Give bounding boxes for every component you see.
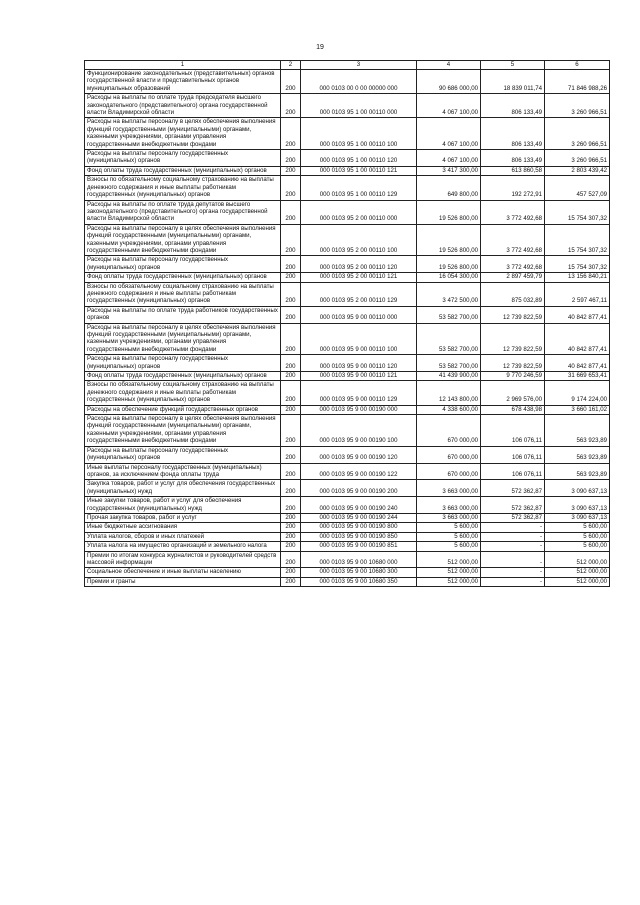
table-row (85, 176, 610, 200)
row-label: Премии по итогам конкурса журналистов и руководителей средств массовой информации (87, 551, 277, 566)
cell-approved: 512 000,00 (417, 577, 481, 586)
cell-line-code: 200 (281, 118, 301, 150)
row-label: Расходы на выплаты персоналу в целях обеспечения выполнения функций государственными (муниципальными) органами, казенными учреждениями, органами управления государственными внебюджетными фондами (87, 323, 276, 353)
cell-line-code: 200 (281, 532, 301, 541)
cell-approved: 3 663 000,00 (417, 513, 481, 522)
cell-name (85, 446, 281, 463)
table-row (85, 497, 610, 514)
cell-executed: - (481, 542, 545, 551)
table-row (85, 480, 610, 497)
cell-line-code: 200 (281, 282, 301, 306)
table-row (85, 224, 610, 256)
row-label: Фонд оплаты труда государственных (муниципальных) органов (87, 372, 267, 380)
table-header-row (85, 61, 610, 70)
cell-budget-code: 000 0103 95 2 00 00110 121 (301, 273, 417, 282)
cell-name (85, 306, 281, 323)
cell-remaining: 563 923,89 (545, 415, 610, 447)
cell-budget-code: 000 0103 95 2 00 00110 000 (301, 200, 417, 224)
cell-approved: 5 600,00 (417, 532, 481, 541)
cell-name (85, 282, 281, 306)
table-row (85, 150, 610, 167)
cell-remaining: 5 600,00 (545, 532, 610, 541)
cell-name (85, 523, 281, 532)
row-label: Премии и гранты (87, 577, 136, 585)
cell-approved: 3 663 000,00 (417, 497, 481, 514)
column-header-4: 4 (417, 61, 481, 70)
cell-budget-code: 000 0103 95 9 00 00190 122 (301, 463, 417, 480)
cell-budget-code: 000 0103 95 9 00 00190 800 (301, 523, 417, 532)
cell-budget-code: 000 0103 95 2 00 00110 129 (301, 282, 417, 306)
cell-executed: 12 739 822,59 (481, 355, 545, 372)
cell-remaining: 15 754 307,32 (545, 224, 610, 256)
cell-budget-code: 000 0103 95 1 00 00110 121 (301, 166, 417, 175)
cell-executed: 18 839 011,74 (481, 70, 545, 94)
cell-approved: 670 000,00 (417, 446, 481, 463)
cell-name (85, 551, 281, 568)
cell-executed: 3 772 492,68 (481, 224, 545, 256)
cell-executed: 678 438,98 (481, 405, 545, 414)
cell-remaining: 31 669 653,41 (545, 372, 610, 381)
row-label: Расходы на выплаты по оплате труда работников государственных органов (87, 306, 278, 322)
cell-line-code: 200 (281, 176, 301, 200)
cell-line-code: 200 (281, 463, 301, 480)
cell-budget-code: 000 0103 95 9 00 00190 100 (301, 415, 417, 447)
table-row (85, 94, 610, 118)
table-row (85, 551, 610, 568)
cell-budget-code: 000 0103 95 9 00 10680 300 (301, 568, 417, 577)
column-header-5: 5 (481, 61, 545, 70)
row-label: Прочая закупка товаров, работ и услуг (87, 513, 197, 521)
cell-executed: 613 860,58 (481, 166, 545, 175)
table-row (85, 118, 610, 150)
cell-budget-code: 000 0103 00 0 00 00000 000 (301, 70, 417, 94)
cell-executed: 572 362,87 (481, 513, 545, 522)
cell-remaining: 563 923,89 (545, 463, 610, 480)
row-label: Иные бюджетные ассигнования (87, 523, 178, 531)
cell-line-code: 200 (281, 200, 301, 224)
cell-approved: 3 663 000,00 (417, 480, 481, 497)
row-label: Расходы на выплаты персоналу государственных (муниципальных) органов (87, 150, 229, 165)
cell-line-code: 200 (281, 480, 301, 497)
table-body (85, 70, 610, 587)
row-label: Расходы на выплаты персоналу государственных (муниципальных) органов (87, 355, 229, 370)
cell-remaining: 2 803 439,42 (545, 166, 610, 175)
table-row (85, 405, 610, 414)
cell-executed: 806 133,49 (481, 94, 545, 118)
cell-remaining: 15 754 307,32 (545, 200, 610, 224)
cell-line-code: 200 (281, 405, 301, 414)
cell-name (85, 532, 281, 541)
cell-budget-code: 000 0103 95 9 00 00190 200 (301, 480, 417, 497)
row-label: Взносы по обязательному социальному страхованию на выплаты денежного содержания и иные выплаты работникам государственных (муниципальных) органов (87, 381, 274, 404)
cell-line-code: 200 (281, 306, 301, 323)
cell-name (85, 256, 281, 273)
cell-name (85, 415, 281, 447)
cell-executed: 9 770 246,59 (481, 372, 545, 381)
cell-name (85, 463, 281, 480)
cell-approved: 90 686 000,00 (417, 70, 481, 94)
cell-executed: - (481, 577, 545, 586)
cell-executed: 3 772 492,68 (481, 256, 545, 273)
cell-budget-code: 000 0103 95 9 00 00190 120 (301, 446, 417, 463)
cell-executed: 572 362,87 (481, 497, 545, 514)
cell-executed: 12 739 822,59 (481, 323, 545, 355)
cell-name (85, 150, 281, 167)
cell-approved: 5 600,00 (417, 542, 481, 551)
cell-approved: 3 472 500,00 (417, 282, 481, 306)
cell-approved: 53 582 700,00 (417, 323, 481, 355)
table-row (85, 381, 610, 405)
cell-approved: 41 439 900,00 (417, 372, 481, 381)
cell-remaining: 40 842 877,41 (545, 323, 610, 355)
table-row (85, 568, 610, 577)
cell-remaining: 5 600,00 (545, 542, 610, 551)
cell-remaining: 457 527,09 (545, 176, 610, 200)
cell-line-code: 200 (281, 513, 301, 522)
cell-executed: 2 969 576,00 (481, 381, 545, 405)
cell-budget-code: 000 0103 95 9 00 00190 244 (301, 513, 417, 522)
cell-executed: 106 076,11 (481, 463, 545, 480)
cell-name (85, 273, 281, 282)
cell-budget-code: 000 0103 95 9 00 10680 000 (301, 551, 417, 568)
table-row (85, 70, 610, 94)
cell-approved: 19 526 800,00 (417, 200, 481, 224)
cell-budget-code: 000 0103 95 9 00 00190 851 (301, 542, 417, 551)
cell-name (85, 118, 281, 150)
cell-approved: 4 067 100,00 (417, 118, 481, 150)
row-label: Расходы на выплаты по оплате труда депутатов высшего законодательного (представительного) органа государственной власти Владимирской области (87, 200, 268, 223)
cell-approved: 19 526 800,00 (417, 256, 481, 273)
column-header-1: 1 (85, 61, 281, 70)
table-row (85, 523, 610, 532)
cell-budget-code: 000 0103 95 2 00 00110 100 (301, 224, 417, 256)
row-label: Фонд оплаты труда государственных (муниципальных) органов (87, 166, 267, 174)
table-row (85, 446, 610, 463)
table-row (85, 200, 610, 224)
row-label: Закупка товаров, работ и услуг для обеспечения государственных (муниципальных) нужд (87, 480, 276, 495)
row-label: Расходы на обеспечение функций государственных органов (87, 405, 258, 413)
cell-remaining: 512 000,00 (545, 577, 610, 586)
cell-executed: 192 272,91 (481, 176, 545, 200)
cell-executed: 2 897 459,79 (481, 273, 545, 282)
row-label: Иные выплаты персоналу государственных (муниципальных) органов, за исключением фонда оплаты труда (87, 463, 262, 478)
cell-name (85, 480, 281, 497)
cell-remaining: 71 846 988,26 (545, 70, 610, 94)
cell-budget-code: 000 0103 95 1 00 00110 000 (301, 94, 417, 118)
table-row (85, 542, 610, 551)
cell-budget-code: 000 0103 95 9 00 10680 350 (301, 577, 417, 586)
cell-line-code: 200 (281, 577, 301, 586)
cell-approved: 16 054 300,00 (417, 273, 481, 282)
table-row (85, 513, 610, 522)
cell-remaining: 3 660 161,02 (545, 405, 610, 414)
row-label: Расходы на выплаты персоналу в целях обеспечения выполнения функций государственными (муниципальными) органами, казенными учреждениями, органами управления государственными внебюджетными фондами (87, 415, 276, 445)
cell-budget-code: 000 0103 95 9 00 00190 000 (301, 405, 417, 414)
cell-line-code: 200 (281, 446, 301, 463)
cell-line-code: 200 (281, 523, 301, 532)
cell-budget-code: 000 0103 95 9 00 00110 129 (301, 381, 417, 405)
row-label: Расходы на выплаты персоналу в целях обеспечения выполнения функций государственными (муниципальными) органами, казенными учреждениями, органами управления государственными внебюджетными фондами (87, 118, 276, 148)
column-header-2: 2 (281, 61, 301, 70)
cell-name (85, 176, 281, 200)
table-row (85, 256, 610, 273)
cell-remaining: 2 597 467,11 (545, 282, 610, 306)
table-row (85, 372, 610, 381)
table-row (85, 273, 610, 282)
cell-approved: 4 067 100,00 (417, 150, 481, 167)
cell-remaining: 512 000,00 (545, 551, 610, 568)
cell-remaining: 40 842 877,41 (545, 355, 610, 372)
cell-approved: 4 067 100,00 (417, 94, 481, 118)
cell-executed: 106 076,11 (481, 446, 545, 463)
cell-remaining: 3 260 966,51 (545, 118, 610, 150)
cell-name (85, 513, 281, 522)
cell-executed: 806 133,49 (481, 118, 545, 150)
cell-line-code: 200 (281, 323, 301, 355)
cell-name (85, 405, 281, 414)
cell-approved: 5 600,00 (417, 523, 481, 532)
cell-approved: 512 000,00 (417, 568, 481, 577)
page-number: 19 (316, 44, 324, 51)
cell-line-code: 200 (281, 372, 301, 381)
row-label: Функционирование законодательных (представительных) органов государственной власти и представительных органов муниципальных образований (87, 70, 275, 92)
cell-name (85, 323, 281, 355)
cell-remaining: 40 842 877,41 (545, 306, 610, 323)
cell-line-code: 200 (281, 381, 301, 405)
cell-line-code: 200 (281, 166, 301, 175)
cell-approved: 12 143 800,00 (417, 381, 481, 405)
table-row (85, 532, 610, 541)
row-label: Взносы по обязательному социальному страхованию на выплаты денежного содержания и иные выплаты работникам государственных (муниципальных) органов (87, 282, 274, 305)
cell-executed: - (481, 523, 545, 532)
row-label: Уплата налога на имущество организаций и земельного налога (87, 542, 267, 550)
cell-approved: 649 800,00 (417, 176, 481, 200)
cell-remaining: 5 600,00 (545, 523, 610, 532)
cell-name (85, 166, 281, 175)
row-label: Расходы на выплаты по оплате труда председателя высшего законодательного (представительного) органа государственной власти Владимирской области (87, 94, 268, 117)
cell-remaining: 15 754 307,32 (545, 256, 610, 273)
cell-name (85, 372, 281, 381)
cell-name (85, 355, 281, 372)
cell-remaining: 3 090 637,13 (545, 513, 610, 522)
table-row (85, 577, 610, 586)
cell-budget-code: 000 0103 95 9 00 00110 120 (301, 355, 417, 372)
cell-budget-code: 000 0103 95 9 00 00110 121 (301, 372, 417, 381)
cell-line-code: 200 (281, 70, 301, 94)
table-row (85, 306, 610, 323)
cell-budget-code: 000 0103 95 9 00 00110 100 (301, 323, 417, 355)
cell-remaining: 3 260 966,51 (545, 94, 610, 118)
row-label: Фонд оплаты труда государственных (муниципальных) органов (87, 273, 267, 281)
cell-name (85, 70, 281, 94)
column-header-3: 3 (301, 61, 417, 70)
cell-approved: 670 000,00 (417, 415, 481, 447)
table-row (85, 415, 610, 447)
cell-line-code: 200 (281, 94, 301, 118)
row-label: Расходы на выплаты персоналу государственных (муниципальных) органов (87, 446, 229, 462)
table-row (85, 323, 610, 355)
row-label: Взносы по обязательному социальному страхованию на выплаты денежного содержания и иные выплаты работникам государственных (муниципальных) органов (87, 176, 274, 199)
cell-line-code: 200 (281, 542, 301, 551)
cell-line-code: 200 (281, 568, 301, 577)
cell-executed: 572 362,87 (481, 480, 545, 497)
cell-approved: 512 000,00 (417, 551, 481, 568)
cell-line-code: 200 (281, 551, 301, 568)
cell-remaining: 563 923,89 (545, 446, 610, 463)
table-row (85, 282, 610, 306)
row-label: Расходы на выплаты персоналу в целях обеспечения выполнения функций государственными (муниципальными) органами, казенными учреждениями, органами управления государственными внебюджетными фондами (87, 224, 276, 254)
cell-budget-code: 000 0103 95 9 00 00190 240 (301, 497, 417, 514)
cell-budget-code: 000 0103 95 9 00 00110 000 (301, 306, 417, 323)
cell-line-code: 200 (281, 415, 301, 447)
cell-executed: - (481, 551, 545, 568)
cell-approved: 53 582 700,00 (417, 355, 481, 372)
table-row (85, 166, 610, 175)
cell-approved: 53 582 700,00 (417, 306, 481, 323)
cell-line-code: 200 (281, 224, 301, 256)
row-label: Уплата налогов, сборов и иных платежей (87, 532, 205, 540)
cell-budget-code: 000 0103 95 2 00 00110 120 (301, 256, 417, 273)
cell-executed: 806 133,49 (481, 150, 545, 167)
cell-remaining: 512 000,00 (545, 568, 610, 577)
cell-approved: 670 000,00 (417, 463, 481, 480)
cell-executed: 875 032,89 (481, 282, 545, 306)
cell-name (85, 94, 281, 118)
cell-budget-code: 000 0103 95 1 00 00110 120 (301, 150, 417, 167)
cell-name (85, 224, 281, 256)
cell-line-code: 200 (281, 256, 301, 273)
cell-executed: 106 076,11 (481, 415, 545, 447)
cell-line-code: 200 (281, 150, 301, 167)
table-row (85, 463, 610, 480)
budget-table (84, 60, 610, 587)
cell-approved: 4 338 600,00 (417, 405, 481, 414)
cell-executed: 3 772 492,68 (481, 200, 545, 224)
cell-remaining: 3 090 637,13 (545, 497, 610, 514)
cell-executed: 12 739 822,59 (481, 306, 545, 323)
cell-name (85, 497, 281, 514)
row-label: Расходы на выплаты персоналу государственных (муниципальных) органов (87, 256, 229, 271)
cell-name (85, 381, 281, 405)
cell-executed: - (481, 568, 545, 577)
table-row (85, 355, 610, 372)
cell-name (85, 200, 281, 224)
cell-remaining: 9 174 224,00 (545, 381, 610, 405)
cell-approved: 3 417 300,00 (417, 166, 481, 175)
cell-line-code: 200 (281, 497, 301, 514)
row-label: Социальное обеспечение и иные выплаты населению (87, 568, 241, 576)
column-header-6: 6 (545, 61, 610, 70)
cell-remaining: 13 156 840,21 (545, 273, 610, 282)
cell-name (85, 577, 281, 586)
cell-approved: 19 526 800,00 (417, 224, 481, 256)
cell-budget-code: 000 0103 95 9 00 00190 850 (301, 532, 417, 541)
cell-budget-code: 000 0103 95 1 00 00110 100 (301, 118, 417, 150)
cell-executed: - (481, 532, 545, 541)
cell-name (85, 542, 281, 551)
cell-line-code: 200 (281, 355, 301, 372)
cell-budget-code: 000 0103 95 1 00 00110 129 (301, 176, 417, 200)
row-label: Иные закупки товаров, работ и услуг для обеспечения государственных (муниципальных) нужд (87, 497, 242, 512)
cell-name (85, 568, 281, 577)
cell-remaining: 3 260 966,51 (545, 150, 610, 167)
cell-remaining: 3 090 637,13 (545, 480, 610, 497)
cell-line-code: 200 (281, 273, 301, 282)
